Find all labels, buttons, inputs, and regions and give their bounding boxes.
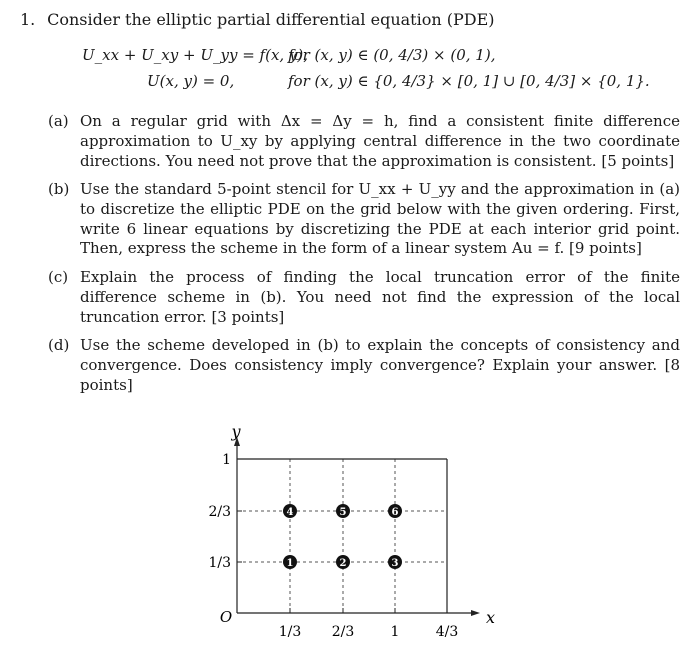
x-axis-label: x xyxy=(486,608,496,627)
grid-node-label: 3 xyxy=(391,558,399,569)
x-tick-label: 1 xyxy=(390,624,400,640)
part-text: Use the standard 5-point stencil for U_xx + U_yy and the approximation in (a) to discretize the elliptic PDE on the grid below with the given ordering. First, write 6 linear equations by discretizing the PDE at each interior grid point. Then, express the scheme in the form of a linear system Au = f. [9 points] xyxy=(80,180,680,258)
part-text: Explain the process of finding the local truncation error of the finite difference scheme in (b). You need not find the expression of the local truncation error. [3 points] xyxy=(80,268,680,326)
bc-lhs: U(x, y) = 0, xyxy=(147,72,235,90)
part-text: Use the scheme developed in (b) to explain the concepts of consistency and convergence. Does consistency imply convergence? Explain your answer. [8 points] xyxy=(80,336,680,394)
y-axis-label: y xyxy=(231,422,241,441)
question-number: 1. xyxy=(20,10,36,29)
bc-domain: for (x, y) ∈ {0, 4/3} × [0, 1] ∪ [0, 4/3] × {0, 1}. xyxy=(288,72,650,90)
pde-domain: for (x, y) ∈ (0, 4/3) × (0, 1), xyxy=(288,46,496,64)
domain-boundary xyxy=(237,459,447,613)
pde-lhs: U_xx + U_xy + U_yy = f(x, y), xyxy=(82,46,309,64)
grid-node-label: 4 xyxy=(286,507,294,518)
grid-node-label: 1 xyxy=(286,558,294,569)
y-tick-label: 2/3 xyxy=(208,504,231,520)
grid-node-label: 6 xyxy=(391,507,399,518)
part-label: (d) xyxy=(48,336,70,354)
tick-marks xyxy=(237,459,395,613)
x-tick-label: 4/3 xyxy=(435,624,459,640)
x-tick-label: 2/3 xyxy=(331,624,355,640)
grid-node-label: 5 xyxy=(339,507,347,518)
part-label: (b) xyxy=(48,180,70,198)
origin-label: O xyxy=(219,608,233,626)
y-tick-label: 1/3 xyxy=(208,555,231,571)
grid-node-label: 2 xyxy=(339,558,347,569)
part-label: (a) xyxy=(48,112,69,130)
axes xyxy=(237,442,474,613)
part-label: (c) xyxy=(48,268,69,286)
x-tick-label: 1/3 xyxy=(278,624,302,640)
grid-nodes xyxy=(283,504,402,569)
question-stem: Consider the elliptic partial differential equation (PDE) xyxy=(47,10,495,29)
interior-grid-lines xyxy=(237,459,447,613)
x-axis-arrow-icon xyxy=(471,610,480,616)
part-text: On a regular grid with Δx = Δy = h, find a consistent finite difference approximation to U_xy by applying central difference in the two coordinate directions. You need not prove that the approximation is consistent. [5 points] xyxy=(80,112,680,170)
y-tick-label: 1 xyxy=(222,452,231,468)
